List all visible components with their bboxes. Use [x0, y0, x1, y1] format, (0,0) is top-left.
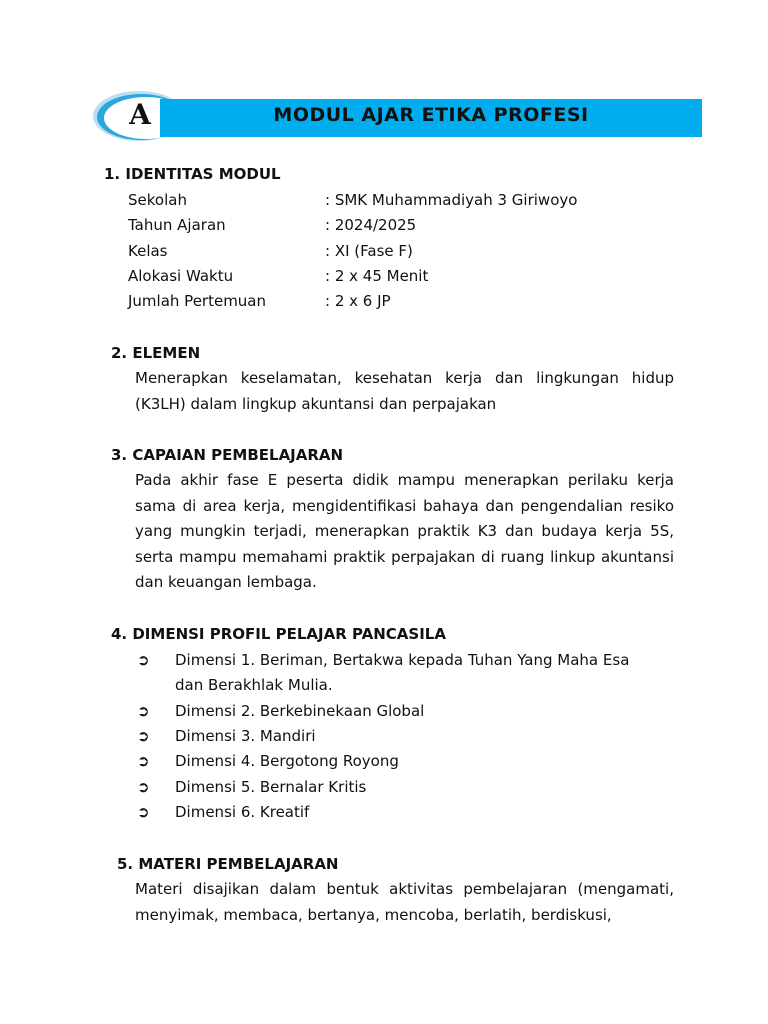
arrow-bullet-icon: ➲	[137, 702, 150, 720]
section-2-text: Menerapkan keselamatan, kesehatan kerja dan lingkungan hidup (K3LH) dalam lingkup akuntansi dan perpajakan	[135, 369, 674, 413]
section-1-heading: 1. IDENTITAS MODUL	[104, 165, 281, 183]
list-item: dan Berakhlak Mulia.	[175, 676, 333, 694]
header-badge-letter: A	[129, 98, 151, 131]
document-title: MODUL AJAR ETIKA PROFESI	[273, 104, 589, 126]
section-2-heading: 2. ELEMEN	[111, 344, 201, 362]
identity-value: : 2 x 45 Menit	[325, 267, 429, 285]
identity-label: Sekolah	[128, 191, 187, 209]
arrow-bullet-icon: ➲	[137, 651, 150, 669]
list-item: Dimensi 5. Bernalar Kritis	[175, 778, 367, 796]
identity-label: Jumlah Pertemuan	[128, 292, 267, 310]
section-5-text: Materi disajikan dalam bentuk aktivitas pembelajaran (mengamati, menyimak, membaca, bertanya, mencoba, berlatih, berdiskusi,	[135, 880, 674, 924]
identity-value: : 2024/2025	[325, 216, 417, 234]
section-5-heading: 5. MATERI PEMBELAJARAN	[117, 855, 339, 873]
list-item: Dimensi 1. Beriman, Bertakwa kepada Tuhan Yang Maha Esa	[175, 651, 630, 669]
identity-label: Kelas	[128, 242, 168, 260]
list-item: Dimensi 2. Berkebinekaan Global	[175, 702, 425, 720]
arrow-bullet-icon: ➲	[137, 778, 150, 796]
arrow-bullet-icon: ➲	[137, 727, 150, 745]
section-3-text: Pada akhir fase E peserta didik mampu menerapkan perilaku kerja sama di area kerja, mengidentifikasi bahaya dan pengendalian resiko yang mungkin terjadi, menerapkan praktik K3 dan budaya kerja 5S, serta mampu memahami praktik perpajakan di ruang linkup akuntansi dan keuangan lembaga.	[135, 471, 674, 591]
identity-value: : SMK Muhammadiyah 3 Giriwoyo	[325, 191, 578, 209]
arrow-bullet-icon: ➲	[137, 752, 150, 770]
identity-label: Tahun Ajaran	[128, 216, 226, 234]
arrow-bullet-icon: ➲	[137, 803, 150, 821]
identity-label: Alokasi Waktu	[128, 267, 234, 285]
list-item: Dimensi 4. Bergotong Royong	[175, 752, 399, 770]
identity-value: : XI (Fase F)	[325, 242, 413, 260]
list-item: Dimensi 3. Mandiri	[175, 727, 316, 745]
section-4-heading: 4. DIMENSI PROFIL PELAJAR PANCASILA	[111, 625, 446, 643]
section-3-heading: 3. CAPAIAN PEMBELAJARAN	[111, 446, 344, 464]
identity-value: : 2 x 6 JP	[325, 292, 391, 310]
list-item: Dimensi 6. Kreatif	[175, 803, 310, 821]
